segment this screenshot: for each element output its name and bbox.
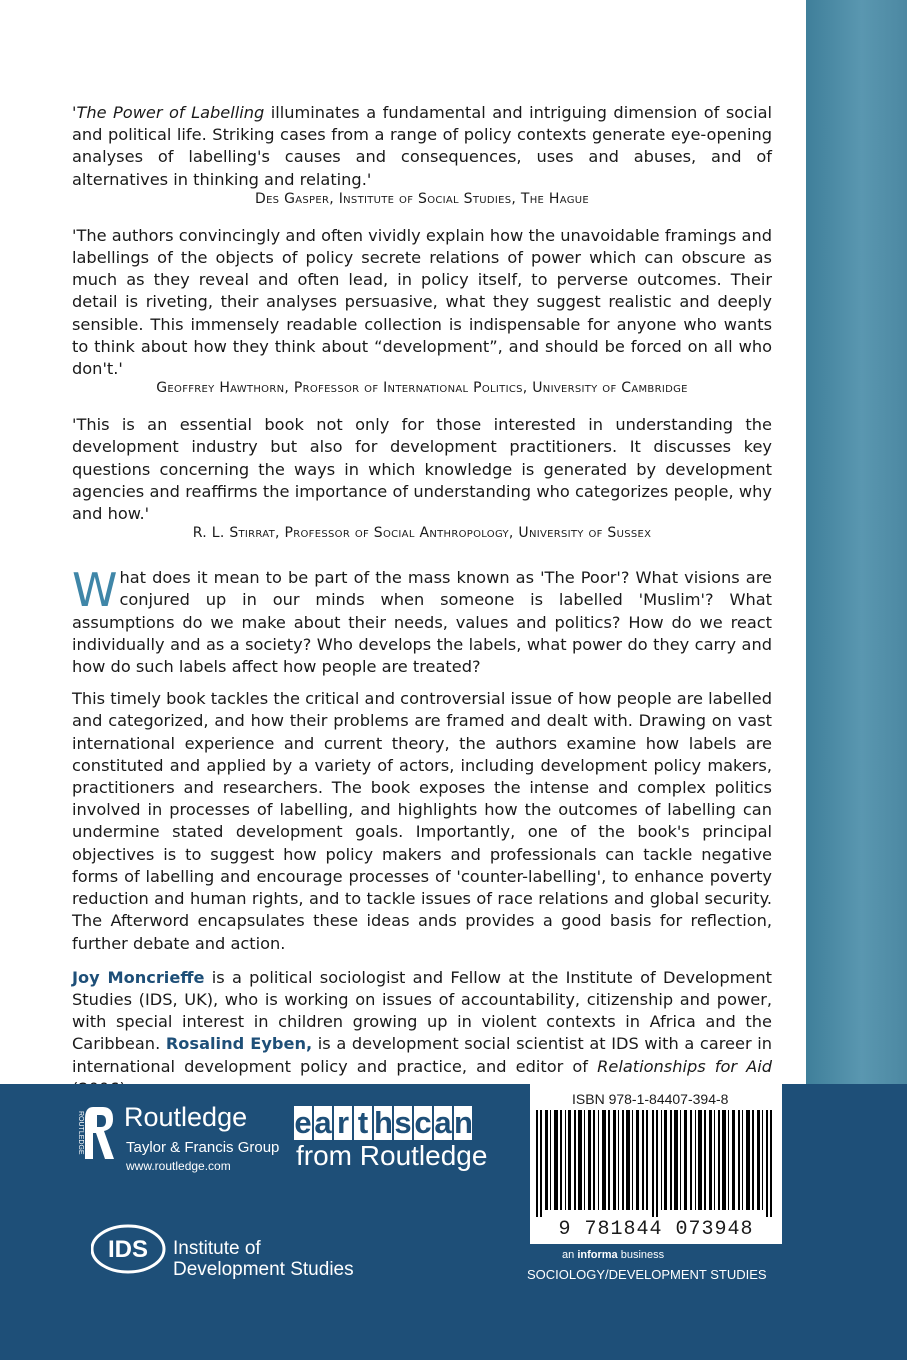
earthscan-letter: e [294, 1105, 312, 1140]
author-1-bio: is a political sociologist and Fellow at the Institute of Development Studies (IDS, UK), who is working on issues of accountability, citizenship and power, with special interest in children growing up in violent contexts in Africa and the Caribbean. [72, 967, 772, 1054]
review-quote-3: 'This is an essential book not only for those interested in understanding the development industry but also for development practitioners. It discusses key questions concerning the ways in which knowledge is generated by development agencies and reaffirms the importance of understanding who categorizes people, why and how.' [72, 415, 772, 524]
from-routledge: from Routledge [296, 1140, 488, 1171]
ids-name [173, 1238, 354, 1280]
isbn-number: ISBN 978-1-84407-394-8 [572, 1091, 729, 1107]
author-1-name: Joy Moncrieffe [72, 967, 205, 987]
blurb-paragraph-2: This timely book tackles the critical and controversial issue of how people are labelled and categorized, and how their problems are framed and dealt with. Drawing on vast international experience and current theory, the authors examine how labels are constituted and applied by a variety of actors, including development policy makers, practitioners and researchers. The book exposes the intense and complex politics involved in processes of labelling, and highlights how the outcomes of labelling can undermine stated development goals. Importantly, one of the book's principal objectives is to suggest how policy makers and professionals can tackle negative forms of labelling and encourage processes of 'counter-labelling', to enhance poverty reduction and human rights, and to tackle issues of race relations and global security. The Afterword encapsulates these ideas ands provides a good basis for reflection, further debate and action. [72, 689, 772, 953]
ids-name-line-1: Institute of [173, 1238, 261, 1259]
review-quote-1-text: illuminates a fundamental and intriguing dimension of social and political life. Striking cases from a range of policy contexts generate eye-opening analyses of labelling's causes and consequences, uses and abuses, and of alternatives in thinking and relating.' [72, 103, 772, 189]
routledge-name: Routledge [124, 1102, 248, 1132]
earthscan-letter: h [374, 1105, 393, 1140]
barcode-icon [536, 1110, 776, 1217]
book-title-italic: The Power of Labelling [76, 103, 265, 122]
informa-business [562, 1249, 664, 1261]
svg-text:ROUTLEDGE: ROUTLEDGE [77, 1111, 84, 1155]
earthscan-letter: a [434, 1105, 452, 1140]
blurb-paragraph-1-text: hat does it mean to be part of the mass known as 'The Poor'? What visions are conjured up in our minds when someone is labelled 'Muslim'? What assumptions do we make about their needs, values and politics? How do we react individually and as a society? Who develops the labels, what power do they carry and how do such labels affect how people are treated? [72, 568, 772, 677]
ids-name-line-2: Development Studies [173, 1259, 354, 1280]
author-bio [72, 967, 772, 1100]
earthscan-letter: a [314, 1105, 332, 1140]
svg-text:IDS: IDS [107, 1236, 149, 1263]
earthscan-letter: c [414, 1105, 432, 1140]
publisher-group: Taylor & Francis Group [126, 1139, 280, 1156]
review-quote-2: 'The authors convincingly and often vividly explain how the unavoidable framings and labellings of the objects of policy secrete relations of power which can obscure as much as they reveal and often lead, in policy itself, to perverse outcomes. Their detail is riveting, their analyses persuasive, what they suggest realistic and deeply sensible. This immensely readable collection is indispensable for anyone who wants to think about how they think about “development”, and should be forced on all who don't.' [72, 225, 772, 379]
subject-category: SOCIOLOGY/DEVELOPMENT STUDIES [527, 1267, 767, 1282]
informa-suffix: business [620, 1249, 665, 1261]
blurb-paragraph-1 [72, 563, 772, 678]
earthscan-logo [294, 1106, 472, 1140]
review-attribution-2: Geoffrey Hawthorn, Professor of International Politics, University of Cambridge [156, 380, 688, 397]
review-quote-1: 'The Power of Labelling illuminates a fundamental and intriguing dimension of social and political life. Striking cases from a range of policy contexts generate eye-opening analyses of labelling's causes and consequences, uses and abuses, and of alternatives in thinking and relating.' [72, 103, 772, 189]
back-cover-text [72, 100, 772, 1100]
informa-prefix: an [562, 1249, 575, 1261]
edited-book-title: Relationships for Aid [597, 1056, 772, 1076]
author-2-name: Rosalind Eyben, [165, 1034, 313, 1054]
ids-logo-icon [91, 1224, 166, 1274]
earthscan-letter: n [454, 1105, 473, 1140]
earthscan-letter: r [334, 1106, 352, 1140]
routledge-logo-icon [75, 1103, 115, 1163]
dropcap-letter: W [72, 563, 118, 618]
barcode-digits: 9 781844 073948 [558, 1218, 754, 1241]
publisher-url: www.routledge.com [126, 1159, 231, 1173]
earthscan-letter: t [354, 1106, 372, 1140]
informa-brand: informa [577, 1249, 618, 1261]
author-2-bio: is a development social scientist at IDS with a career in international development policy and practice, and editor of [72, 1034, 772, 1076]
review-attribution-3: R. L. Stirrat, Professor of Social Anthropology, University of Sussex [192, 525, 652, 542]
review-attribution-1: Des Gasper, Institute of Social Studies, The Hague [254, 190, 590, 207]
earthscan-letter: s [394, 1105, 412, 1140]
